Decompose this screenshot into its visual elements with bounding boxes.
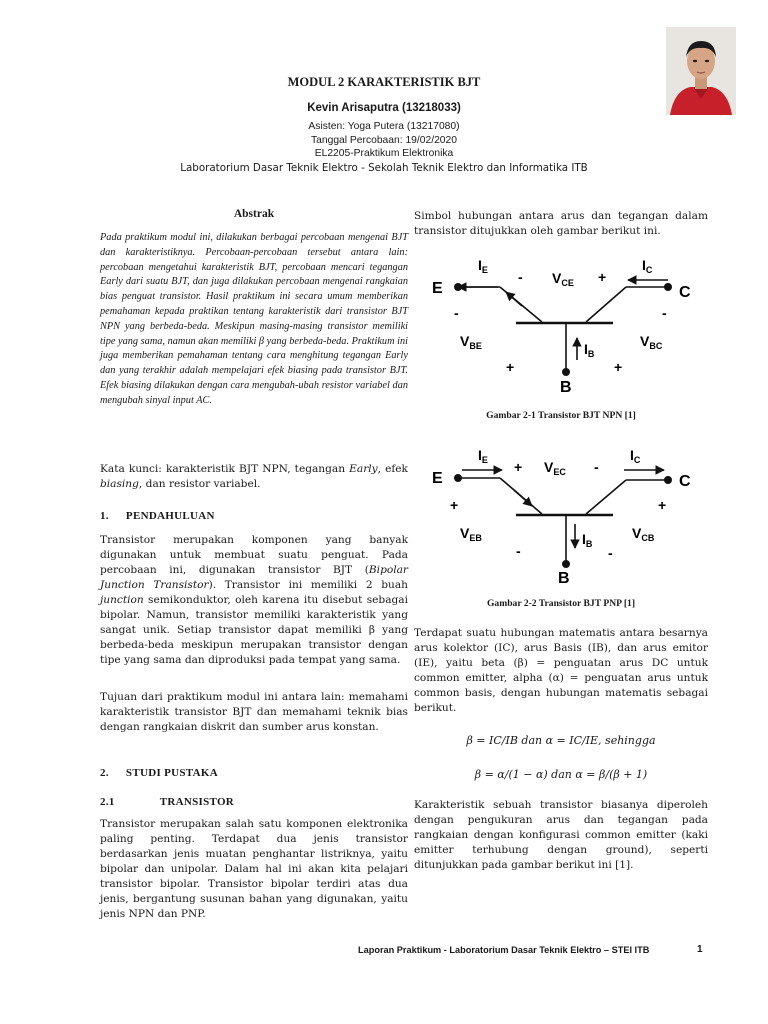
npn-label-e: E	[432, 280, 443, 297]
section-2-1-title: TRANSISTOR	[159, 796, 235, 808]
npn-label-vbc: $V_{BC}$	[640, 333, 663, 351]
course-line: EL2205-Praktikum Elektronika	[314, 148, 454, 159]
right-p3-text: Karakteristik sebuah transistor biasanya diperoleh dengan pengukuran arus dan tegangan pada rangkaian dengan konfigurasi common emitter (kaki emitter terhubung dengan ground), seperti ditunjukkan pada gambar berikut ini [1].	[414, 799, 708, 871]
right-p2-text: Terdapat suatu hubungan matematis antara besarnya arus kolektor (IC), arus Basis (IB), dan arus emitor (IE), yaitu beta (β) = penguatan arus DC untuk common emitter, alpha (α) = penguatan arus untuk common basis, dengan hubungan matematis sebagai berikut.	[414, 627, 708, 714]
pnp-label-ic: $I_C$	[630, 447, 641, 465]
pnp-label-e: E	[432, 470, 443, 487]
right-paragraph-3	[414, 798, 708, 873]
pnp-vcb-minus: -	[608, 545, 613, 561]
pnp-label-ib: $I_B$	[582, 531, 593, 549]
page-number: 1	[697, 944, 703, 955]
keywords-label: Kata kunci: karakteristik BJT NPN, tegangan	[100, 463, 350, 475]
lab-line: Laboratorium Dasar Teknik Elektro - Sekolah Teknik Elektro dan Informatika ITB	[180, 162, 588, 174]
pnp-veb-plus: +	[450, 497, 459, 513]
pnp-base-node	[562, 560, 570, 568]
pnp-figure	[418, 440, 708, 590]
pnp-label-vec: $V_{EC}$	[544, 459, 566, 477]
pnp-label-b: B	[558, 570, 570, 587]
npn-label-ie: $I_E$	[478, 257, 488, 275]
npn-label-c: C	[679, 284, 691, 301]
section-1-paragraph-1	[100, 533, 408, 668]
npn-label-b: B	[560, 379, 572, 396]
section-2-1-heading	[100, 796, 234, 808]
pnp-veb-minus: -	[516, 543, 521, 559]
npn-label-ic: $I_C$	[642, 257, 653, 275]
right-paragraph-1	[414, 209, 708, 239]
section-2-heading	[100, 767, 218, 779]
section-2-1-paragraph	[100, 817, 408, 922]
section-2-number: 2.	[100, 767, 109, 779]
s1p1-a: Transistor merupakan komponen yang banyak digunakan untuk membuat suatu penguat. Pada percobaan ini, digunakan transistor BJT (	[100, 534, 408, 576]
s1p2-text: Tujuan dari praktikum modul ini antara lain: memahami karakteristik transistor BJT dan memahami teknik bias dengan rangkaian diskrit dan sumber arus konstan.	[100, 691, 408, 733]
npn-base-node	[562, 368, 570, 376]
keywords-end: , dan resistor variabel.	[138, 478, 261, 490]
pnp-vcb-plus: +	[658, 497, 667, 513]
npn-emitter-arrow	[506, 292, 522, 306]
author-name: Kevin Arisaputra (13218033)	[307, 102, 461, 114]
keywords-early: Early	[349, 463, 378, 475]
pnp-vec-minus: -	[594, 459, 599, 475]
section-2-title: STUDI PUSTAKA	[125, 767, 218, 779]
npn-label-vce: $V_{CE}$	[552, 270, 574, 288]
section-2-1-number: 2.1	[100, 796, 115, 808]
s1p1-d: junction	[100, 594, 144, 606]
npn-vbc-plus: +	[614, 359, 623, 375]
pnp-vec-plus: +	[514, 459, 523, 475]
keywords-mid: , efek	[377, 463, 408, 475]
abstract-text: Pada praktikum modul ini, dilakukan berbagai percobaan mengenai BJT dan karakteristiknya. Percobaan-percobaan tersebut antara lain: percobaan mengetahui karakteristik BJT, percobaan mencari tegangan Early dari suatu BJT, dan juga dilakukan percobaan mengenai rangkaian bias penguat transistor. Hasil praktikum ini secara umum memberikan pemahaman kepada praktikan tentang karakteristik dari transistor BJT NPN yang berbeda-beda. Meskipun masing-masing transistor memiliki tipe yang sama, namun akan memiliki β yang berbeda-beda. Praktikum ini juga memberikan pemahaman tentang cara menghitung tegangan Early dan yang terakhir adalah mempelajari efek biasing pada transistor BJT. Efek biasing dilakukan dengan cara mengubah-ubah resistor variabel dan mengubah sinyal input AC.	[100, 232, 408, 406]
assistant-line: Asisten: Yoga Putera (13217080)	[308, 121, 460, 132]
section-1-number: 1.	[100, 510, 109, 522]
date-line: Tanggal Percobaan: 19/02/2020	[311, 135, 457, 146]
s1p1-e: semikonduktor, oleh karena itu disebut sebagai bipolar. Namun, transistor memiliki karakteristik yang sangat unik. Setiap transistor dapat memiliki β yang berbeda-beda meskipun merupakan transistor dengan tipe yang sama dan diproduksi pada tempat yang sama.	[100, 594, 408, 666]
npn-vce-minus: -	[518, 269, 523, 285]
s21p1-text: Transistor merupakan salah satu komponen elektronika paling penting. Terdapat dua jenis transistor berdasarkan jenis muatan penghantar listriknya, yaitu bipolar dan unipolar. Dalam hal ini akan kita pelajari transistor bipolar. Transistor bipolar terdiri atas dua jenis, bergantung susunan bahan yang digunakan, yaitu jenis NPN dan PNP.	[100, 818, 408, 920]
equation-2: β = α/(1 − α) dan α = β/(β + 1)	[474, 768, 648, 781]
abstract-heading: Abstrak	[233, 208, 275, 220]
npn-vbe-plus: +	[506, 359, 515, 375]
s1p1-b: Bipolar Junction Transistor	[100, 564, 408, 591]
npn-label-vbe: $V_{BE}$	[460, 333, 482, 351]
npn-vbe-minus: -	[454, 305, 459, 321]
section-1-paragraph-2	[100, 690, 408, 735]
section-1-heading	[100, 510, 215, 522]
pnp-label-vcb: $V_{CB}$	[632, 525, 655, 543]
pnp-label-c: C	[679, 473, 691, 490]
right-p1-text: Simbol hubungan antara arus dan tegangan dalam transistor ditujukkan oleh gambar berikut ini.	[414, 210, 708, 237]
s1p1-c: ). Transistor ini memiliki 2 buah	[208, 579, 408, 591]
paper-title: MODUL 2 KARAKTERISTIK BJT	[287, 75, 481, 89]
npn-vce-plus: +	[598, 269, 607, 285]
keywords	[100, 462, 408, 492]
fig2-caption: Gambar 2-2 Transistor BJT PNP [1]	[486, 598, 636, 609]
right-paragraph-2	[414, 626, 708, 716]
section-1-title: PENDAHULUAN	[125, 510, 215, 522]
pnp-label-ie: $I_E$	[478, 447, 488, 465]
npn-label-ib: $I_B$	[584, 341, 595, 359]
equation-1: β = IC/IB dan α = IC/IE, sehingga	[466, 734, 656, 747]
fig1-caption: Gambar 2-1 Transistor BJT NPN [1]	[486, 410, 636, 421]
pnp-label-veb: $V_{EB}$	[460, 525, 482, 543]
pnp-emitter-arrow	[514, 490, 532, 506]
npn-figure	[418, 250, 708, 400]
keywords-biasing: biasing	[100, 478, 139, 490]
page-footer: Laporan Praktikum - Laboratorium Dasar Teknik Elektro – STEI ITB	[358, 945, 650, 955]
npn-vbc-minus: -	[662, 305, 667, 321]
